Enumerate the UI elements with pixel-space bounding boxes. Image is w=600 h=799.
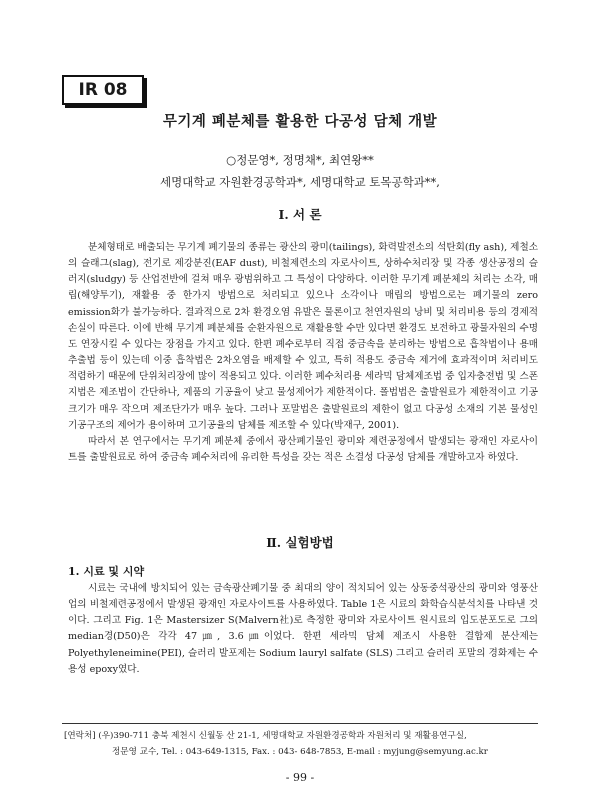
subsection-heading: 1. 시료 및 시약 [68,565,145,578]
author-list: ○정문영*, 정명채*, 최연왕** [226,153,374,167]
intro-paragraph-2: 따라서 본 연구에서는 무기계 폐분체 중에서 광산폐기물인 광미와 제련공정에서 발생되는 광재인 자로사이트를 출발원료로 하여 중금속 폐수처리에 유리한 특성을 갖는 적은 소결성 다공성 담체를 개발하고자 하였다. [68,435,538,464]
section-1-title: Ⅰ. 서 론 [278,207,322,222]
introduction-body [68,240,538,466]
affiliation: 세명대학교 자원환경공학과*, 세명대학교 토목공학과**, [160,175,440,189]
paper-id-label: IR 08 [62,75,144,105]
footer-divider [62,723,538,724]
page-number: - 99 - [285,771,315,784]
contact-footer [64,728,544,760]
section-2-title: Ⅱ. 실험방법 [266,535,334,550]
methods-paragraph: 시료는 국내에 방치되어 있는 금속광산폐기물 중 최대의 양이 적치되어 있는 상동중석광산의 광미와 영풍산업의 비철제련공정에서 발생된 광재인 자로사이트를 사용하였다. Table 1은 시료의 화학습식분석치를 나타낸 것이다. 그리고 Fig. 1은 Mastersizer S(Malvern社)로 측정한 광미와 자로사이트 원시료의 입도분포도로 그의 median경(D50)은 각각 47㎛, 3.6㎛이었다. 한편 세라믹 담체 제조시 사용한 결합제 분산제는 Polyethyleneimine(PEI), 슬러리 발포제는 Sodium lauryl salfate (SLS) 그리고 슬러리 포말의 경화제는 수용성 epoxy였다. [68,583,538,675]
methods-body [68,581,538,678]
paper-title: 무기계 폐분체를 활용한 다공성 담체 개발 [162,113,438,130]
contact-line-1: [연락처] (우)390-711 충북 제천시 신월동 산 21-1, 세명대학교 자원환경공학과 자원처리 및 재활용연구실, [64,731,467,741]
contact-line-2: 정문영 교수, Tel. : 043-649-1315, Fax. : 043- 648-7853, E-mail : myjung@semyung.ac.kr [112,747,488,757]
intro-paragraph-1: 분체형태로 배출되는 무기계 폐기물의 종류는 광산의 광미(tailings), 화력발전소의 석탄회(fly ash), 제철소의 슬래그(slag), 전기로 제강분진(EAF dust), 비철제련소의 자로사이트, 상하수처리장 및 각종 생산공정의 슬러지(sludgy) 등 산업전반에 걸쳐 매우 광범위하고 그 특성이 다양하다. 이러한 무기계 폐분체의 처리는 소각, 매립(해양투기), 재활용 중 한가지 방법으로 처리되고 있으나 소각이나 매립의 방법으로는 폐기물의 zero emission화가 불가능하다. 결과적으로 2차 환경오염 유발은 물론이고 천연자원의 낭비 및 처리비용 등의 경제적 손실이 따른다. 이에 반해 무기계 폐분체를 순환자원으로 재활용할 수만 있다면 환경도 보전하고 광물자원의 수명도 연장시킬 수 있다는 장점을 가지고 있다. 한편 폐수로부터 직접 중금속을 분리하는 방법으로 흡착법이나 용매추출법 등이 있는데 이중 흡착법은 2차오염을 배제할 수 있고, 특히 적용도 중금속 제거에 효과적이며 처리비도 적렴하기 때문에 단위처리장에 많이 적용되고 있다. 이러한 폐수처리용 세라믹 담체제조법 중 입자충전법 및 스폰지법은 제조법이 간단하나, 제품의 기공율이 낮고 물성제어가 제한적이다. 폴법법은 출발원료가 제한적이고 기공크기가 매우 작으며 제조단가가 매우 높다. 그러나 포말법은 출발원료의 제한이 없고 다공성 소재의 기본 물성인 기공구조의 제어가 용이하며 고기공율의 담체를 제조할 수 있다(박재구, 2001). [68,242,538,431]
